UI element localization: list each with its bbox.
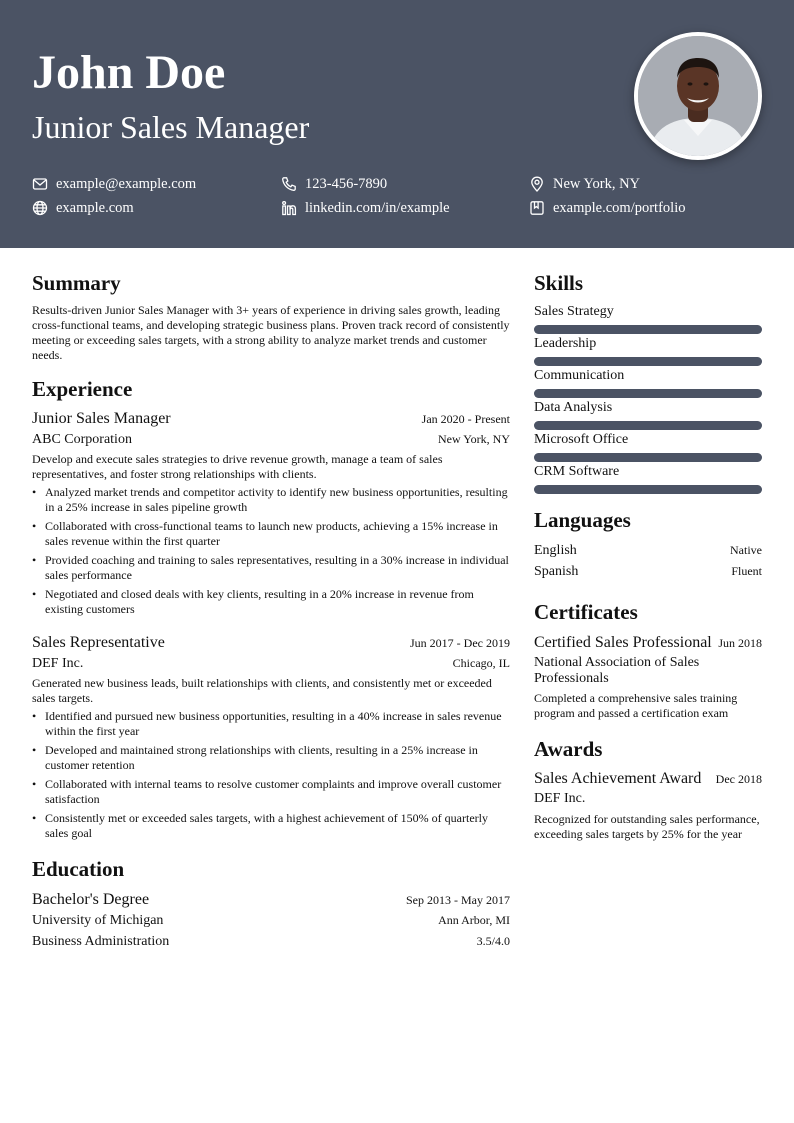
achievement-item: • Analyzed market trends and competitor activity to identify new business opportunities, resulting in a 25% increase in sales pipeline growth [32,485,510,515]
job-description: Generated new business leads, built relationships with clients, and consistently met or exceeded sales targets. [32,676,492,706]
skills-list [534,303,762,494]
certificate-date: Jun 2018 [718,635,762,650]
experience-heading: Experience [32,377,133,402]
job-entry [32,633,510,841]
location-pin-icon [529,176,545,192]
achievement-item: • Collaborated with internal teams to resolve customer complaints and improve overall customer satisfaction [32,777,510,807]
skill-bar-track [534,325,762,334]
contact-phone-text: 123-456-7890 [305,175,388,192]
award-issuer: DEF Inc. [534,790,586,806]
languages-section [534,508,762,582]
award-date: Dec 2018 [715,771,762,786]
skill-name: Communication [534,368,625,384]
certificate-issuer: National Association of Sales Professionals [534,654,700,686]
skill-bar-track [534,389,762,398]
skill-name: Microsoft Office [534,432,629,448]
achievement-item: • Developed and maintained strong relationships with clients, resulting in a 25% increase in customer retention [32,743,510,773]
resume-header [0,0,794,248]
contact-linkedin[interactable] [281,198,450,218]
left-column [32,271,510,966]
candidate-title: Junior Sales Manager [32,109,310,145]
right-column [534,271,762,856]
awards-section [534,737,762,842]
job-entry [32,409,510,617]
globe-icon [32,200,48,216]
education-field: Business Administration [32,933,170,949]
contact-portfolio-text: example.com/portfolio [553,199,686,216]
skill-level-bar [534,325,762,334]
job-location: Chicago, IL [452,656,510,671]
education-dates: Sep 2013 - May 2017 [406,892,510,907]
award-name: Sales Achievement Award [534,769,702,787]
summary-text: Results-driven Junior Sales Manager with 3+ years of experience in driving sales growth, leading cross-functional teams, and developing strategic business plans. Proven track record of consistently meeting or exceeding sales targets, with a strong ability to analyze market trends and customer needs. [32,303,510,363]
skill-bar-track [534,357,762,366]
language-name: Spanish [534,564,579,580]
language-item [534,561,762,582]
job-company: ABC Corporation [32,432,132,448]
certificates-section [534,600,762,720]
summary-section [32,271,510,363]
certificate-name: Certified Sales Professional [534,633,712,651]
achievement-item: • Provided coaching and training to sales representatives, resulting in a 30% increase in individual sales performance [32,553,510,583]
education-heading: Education [32,857,125,882]
skill-bar-track [534,421,762,430]
achievement-item: • Consistently met or exceeded sales targets, with a highest achievement of 150% of quarterly sales goal [32,811,510,841]
contact-portfolio[interactable] [529,198,685,218]
education-section [32,857,510,951]
job-description: Develop and execute sales strategies to drive revenue growth, manage a team of sales representatives, and foster strong relationships with clients. [32,452,443,482]
awards-heading: Awards [534,736,603,761]
summary-heading: Summary [32,271,121,295]
certificate-description: Completed a comprehensive sales training program and passed a certification exam [534,690,738,720]
candidate-name: John Doe [32,46,226,99]
skill-bar-track [534,485,762,494]
skill-level-bar [534,421,762,430]
skills-section [534,271,762,494]
contact-email[interactable] [32,174,196,194]
skills-heading: Skills [534,271,584,295]
achievement-item: • Identified and pursued new business opportunities, resulting in a 40% increase in sales revenue within the first year [32,709,510,739]
phone-icon [281,176,297,192]
skill-level-bar [534,485,762,494]
portfolio-icon [529,200,545,216]
skill-name: CRM Software [534,464,620,480]
education-gpa: 3.5/4.0 [476,933,510,948]
experience-section [32,377,510,841]
certificates-heading: Certificates [534,600,638,625]
job-role: Junior Sales Manager [32,410,171,428]
skill-name: Sales Strategy [534,304,614,320]
language-level: Fluent [731,564,762,579]
language-name: English [534,543,577,559]
job-company: DEF Inc. [32,656,84,672]
mail-icon [32,176,48,192]
achievement-item: • Collaborated with cross-functional teams to launch new products, achieving a 15% increase in sales revenue within the first quarter [32,519,510,549]
languages-heading: Languages [534,508,631,533]
skill-name: Leadership [534,336,597,352]
education-degree: Bachelor's Degree [32,890,150,908]
education-school: University of Michigan [32,912,164,928]
contact-linkedin-text: linkedin.com/in/example [305,199,450,216]
skill-bar-track [534,453,762,462]
job-achievements [32,709,510,841]
job-role: Sales Representative [32,634,165,652]
achievement-item: • Negotiated and closed deals with key clients, resulting in a 20% increase in revenue from existing customers [32,587,510,617]
job-dates: Jan 2020 - Present [421,412,510,427]
contact-location [529,174,640,194]
skill-name: Data Analysis [534,400,613,416]
job-location: New York, NY [437,432,510,447]
linkedin-icon [281,200,297,216]
skill-level-bar [534,357,762,366]
award-description: Recognized for outstanding sales performance, exceeding sales targets by 25% for the year [534,811,760,841]
contact-phone[interactable] [281,174,387,194]
skill-level-bar [534,453,762,462]
contact-website[interactable] [32,198,134,218]
profile-photo [634,32,762,160]
contact-email-text: example@example.com [56,175,197,192]
skill-level-bar [534,389,762,398]
job-dates: Jun 2017 - Dec 2019 [410,636,510,651]
language-level: Native [730,543,762,558]
contact-website-text: example.com [56,199,134,216]
language-item [534,540,762,561]
education-location: Ann Arbor, MI [438,912,510,927]
job-achievements [32,485,510,617]
contact-location-text: New York, NY [553,175,641,192]
